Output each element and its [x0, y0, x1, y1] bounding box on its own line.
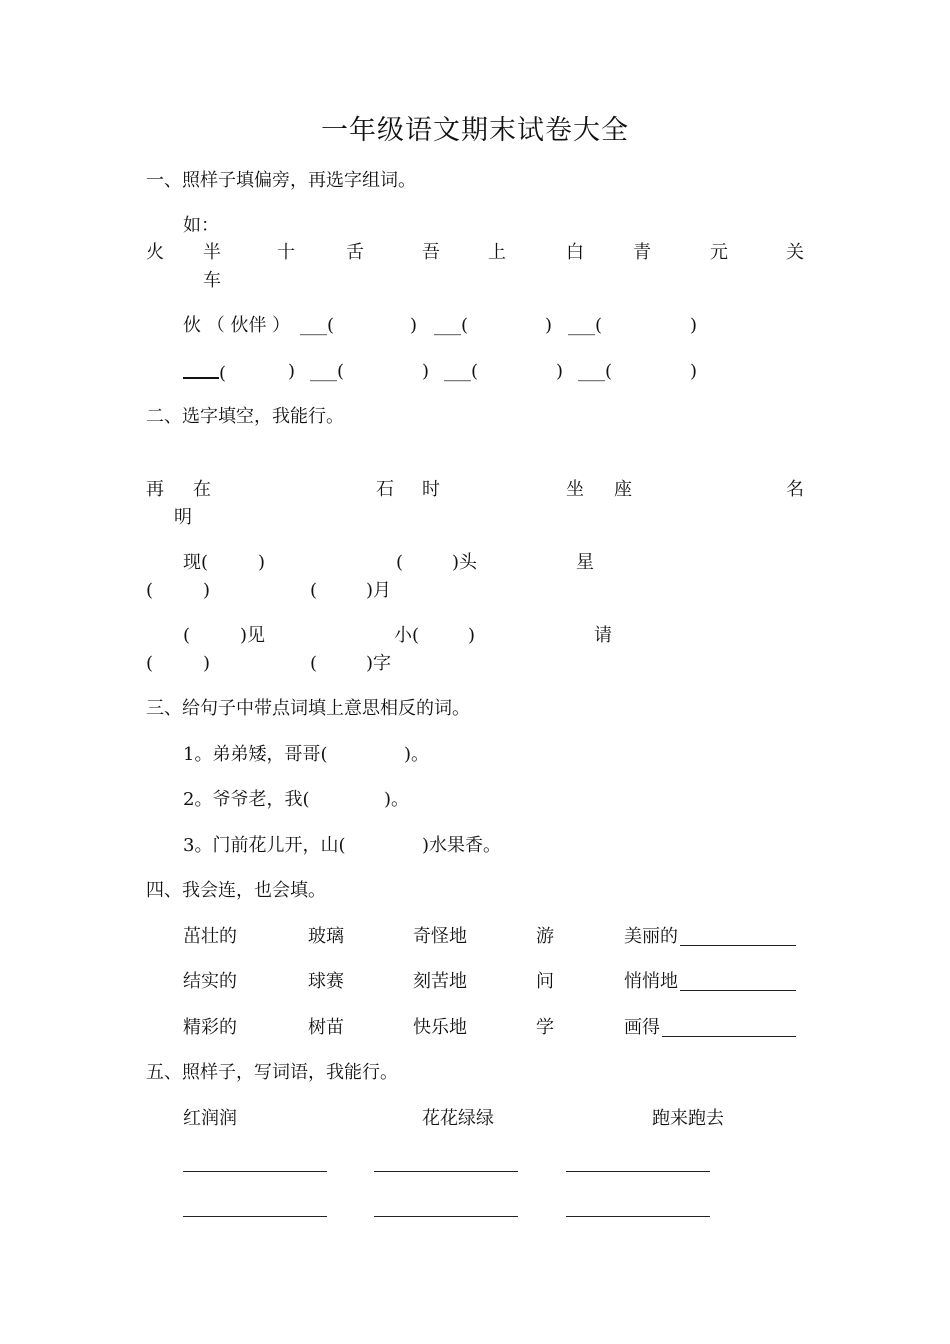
match-word[interactable]: 精彩的: [183, 1017, 237, 1038]
sentence-item[interactable]: 3。门前花儿开，山(: [183, 835, 346, 856]
char-item: 十: [277, 242, 295, 263]
section-2-heading: 二、选字填空，我能行。: [146, 406, 344, 427]
answer-line[interactable]: [566, 1171, 710, 1172]
choice-char: 坐: [566, 479, 584, 500]
char-item: 上: [488, 242, 506, 263]
paren-close: ): [545, 315, 553, 336]
paren-close: ): [468, 625, 476, 646]
fill-item[interactable]: 现(: [183, 552, 209, 573]
char-item: 车: [203, 270, 221, 291]
fill-blank[interactable]: ___(: [300, 315, 335, 336]
paren-close: ): [556, 361, 564, 382]
match-word[interactable]: 茁壮的: [183, 926, 237, 947]
fill-suffix: )字: [366, 653, 392, 674]
paren-close: ): [258, 552, 266, 573]
choice-char: 再: [146, 479, 164, 500]
match-word[interactable]: 学: [536, 1017, 554, 1038]
char-item: 吾: [422, 242, 440, 263]
section-3-heading: 三、给句子中带点词填上意思相反的词。: [146, 698, 470, 719]
example-answer: 伙 （ 伙伴 ）: [183, 315, 291, 336]
fill-blank[interactable]: ___(: [434, 315, 469, 336]
choice-char: 在: [193, 479, 211, 500]
char-item: 火: [146, 242, 164, 263]
paren-close: ): [690, 315, 698, 336]
paren-close: ): [690, 361, 698, 382]
answer-line[interactable]: [680, 945, 796, 946]
match-word[interactable]: 刻苦地: [413, 971, 467, 992]
choice-char: 明: [174, 507, 192, 528]
sentence-end: )水果香。: [422, 835, 502, 856]
fill-prefix: 请: [594, 625, 612, 646]
char-item: 白: [566, 242, 584, 263]
section-1-heading: 一、照样子填偏旁，再选字组词。: [146, 170, 416, 191]
answer-line[interactable]: [183, 1216, 327, 1217]
blank-line: [183, 361, 219, 379]
match-word[interactable]: 游: [536, 926, 554, 947]
sentence-item[interactable]: 1。弟弟矮，哥哥(: [183, 744, 328, 765]
paren-close: ): [288, 361, 296, 382]
choice-char: 座: [614, 479, 632, 500]
char-item: 青: [633, 242, 651, 263]
sentence-item[interactable]: 2。爷爷老，我(: [183, 789, 310, 810]
section-4-heading: 四、我会连，也会填。: [146, 880, 326, 901]
paren-close: ): [422, 361, 430, 382]
answer-line[interactable]: [183, 1171, 327, 1172]
example-word: 花花绿绿: [422, 1108, 494, 1129]
choice-char: 石: [376, 479, 394, 500]
fill-item[interactable]: (: [310, 653, 318, 674]
page-title: 一年级语文期末试卷大全: [321, 115, 629, 146]
match-word[interactable]: 快乐地: [413, 1017, 467, 1038]
fill-item[interactable]: (: [396, 552, 404, 573]
answer-line[interactable]: [374, 1171, 518, 1172]
fill-prefix: 星: [576, 552, 594, 573]
char-item: 关: [786, 242, 804, 263]
fill-item[interactable]: (: [146, 580, 154, 601]
choice-char: 时: [422, 479, 440, 500]
fill-prompt: 美丽的: [624, 926, 678, 947]
example-word: 红润润: [183, 1108, 237, 1129]
fill-item[interactable]: (: [310, 580, 318, 601]
example-word: 跑来跑去: [652, 1108, 724, 1129]
char-item: 半: [203, 242, 221, 263]
fill-item[interactable]: (: [146, 653, 154, 674]
match-word[interactable]: 结实的: [183, 971, 237, 992]
section-5-heading: 五、照样子，写词语，我能行。: [146, 1062, 398, 1083]
fill-suffix: )头: [452, 552, 478, 573]
match-word[interactable]: 树苗: [308, 1017, 344, 1038]
paren-close: ): [410, 315, 418, 336]
fill-suffix: )见: [240, 625, 266, 646]
fill-blank[interactable]: ___(: [444, 361, 479, 382]
paren-close: ): [203, 580, 211, 601]
char-item: 元: [710, 242, 728, 263]
sentence-end: )。: [384, 789, 410, 810]
answer-line[interactable]: [680, 990, 796, 991]
fill-item[interactable]: (: [183, 625, 191, 646]
fill-blank[interactable]: ___(: [310, 361, 345, 382]
choice-char: 名: [786, 479, 804, 500]
match-word[interactable]: 玻璃: [308, 926, 344, 947]
sentence-end: )。: [404, 744, 430, 765]
paren-close: ): [203, 653, 211, 674]
match-word[interactable]: 问: [536, 971, 554, 992]
fill-prompt: 画得: [624, 1017, 660, 1038]
match-word[interactable]: 球赛: [308, 971, 344, 992]
answer-line[interactable]: [374, 1216, 518, 1217]
fill-suffix: )月: [366, 580, 392, 601]
char-item: 舌: [346, 242, 364, 263]
fill-item[interactable]: 小(: [394, 625, 420, 646]
fill-blank[interactable]: ___(: [568, 315, 603, 336]
fill-prompt: 悄悄地: [624, 971, 678, 992]
answer-line[interactable]: [662, 1036, 796, 1037]
answer-line[interactable]: [566, 1216, 710, 1217]
fill-blank[interactable]: ___(: [578, 361, 613, 382]
example-label: 如：: [183, 215, 219, 236]
match-word[interactable]: 奇怪地: [413, 926, 467, 947]
fill-blank[interactable]: (: [183, 361, 226, 385]
